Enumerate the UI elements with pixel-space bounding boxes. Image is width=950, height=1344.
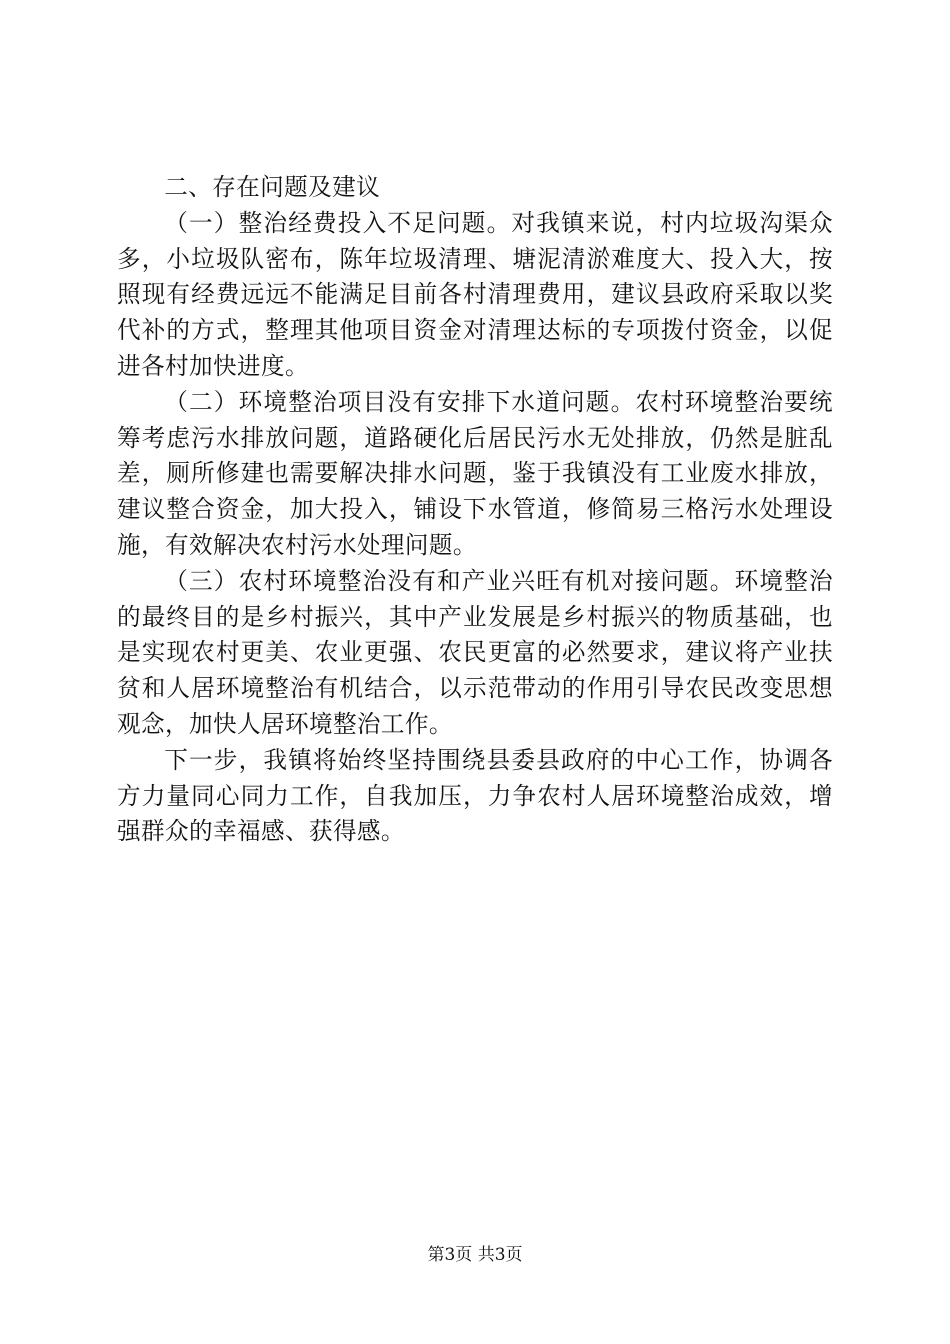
page-number-footer: 第3页 共3页 xyxy=(427,1245,523,1265)
paragraph-next-step: 下一步，我镇将始终坚持围绕县委县政府的中心工作，协调各方力量同心同力工作，自我加压，力争农村人居环境整治成效，增强群众的幸福感、获得感。 xyxy=(117,745,833,846)
section-heading: 二、存在问题及建议 xyxy=(164,173,381,201)
paragraph-funding: （一）整治经费投入不足问题。对我镇来说，村内垃圾沟渠众多，小垃圾队密布，陈年垃圾清理、塘泥清淤难度大、投入大，按照现有经费远远不能满足目前各村清理费用，建议县政府采取以奖代补的方式，整理其他项目资金对清理达标的专项拨付资金，以促进各村加快进度。 xyxy=(117,208,833,380)
document-body xyxy=(117,170,833,850)
paragraph-sewer: （二）环境整治项目没有安排下水道问题。农村环境整治要统筹考虑污水排放问题，道路硬化后居民污水无处排放，仍然是脏乱差，厕所修建也需要解决排水问题，鉴于我镇没有工业废水排放，建议整合资金，加大投入，铺设下水管道，修简易三格污水处理设施，有效解决农村污水处理问题。 xyxy=(117,387,833,559)
paragraph-industry: （三）农村环境整治没有和产业兴旺有机对接问题。环境整治的最终目的是乡村振兴，其中产业发展是乡村振兴的物质基础，也是实现农村更美、农业更强、农民更富的必然要求，建议将产业扶贫和人居环境整治有机结合，以示范带动的作用引导农民改变思想观念，加快人居环境整治工作。 xyxy=(117,566,833,738)
